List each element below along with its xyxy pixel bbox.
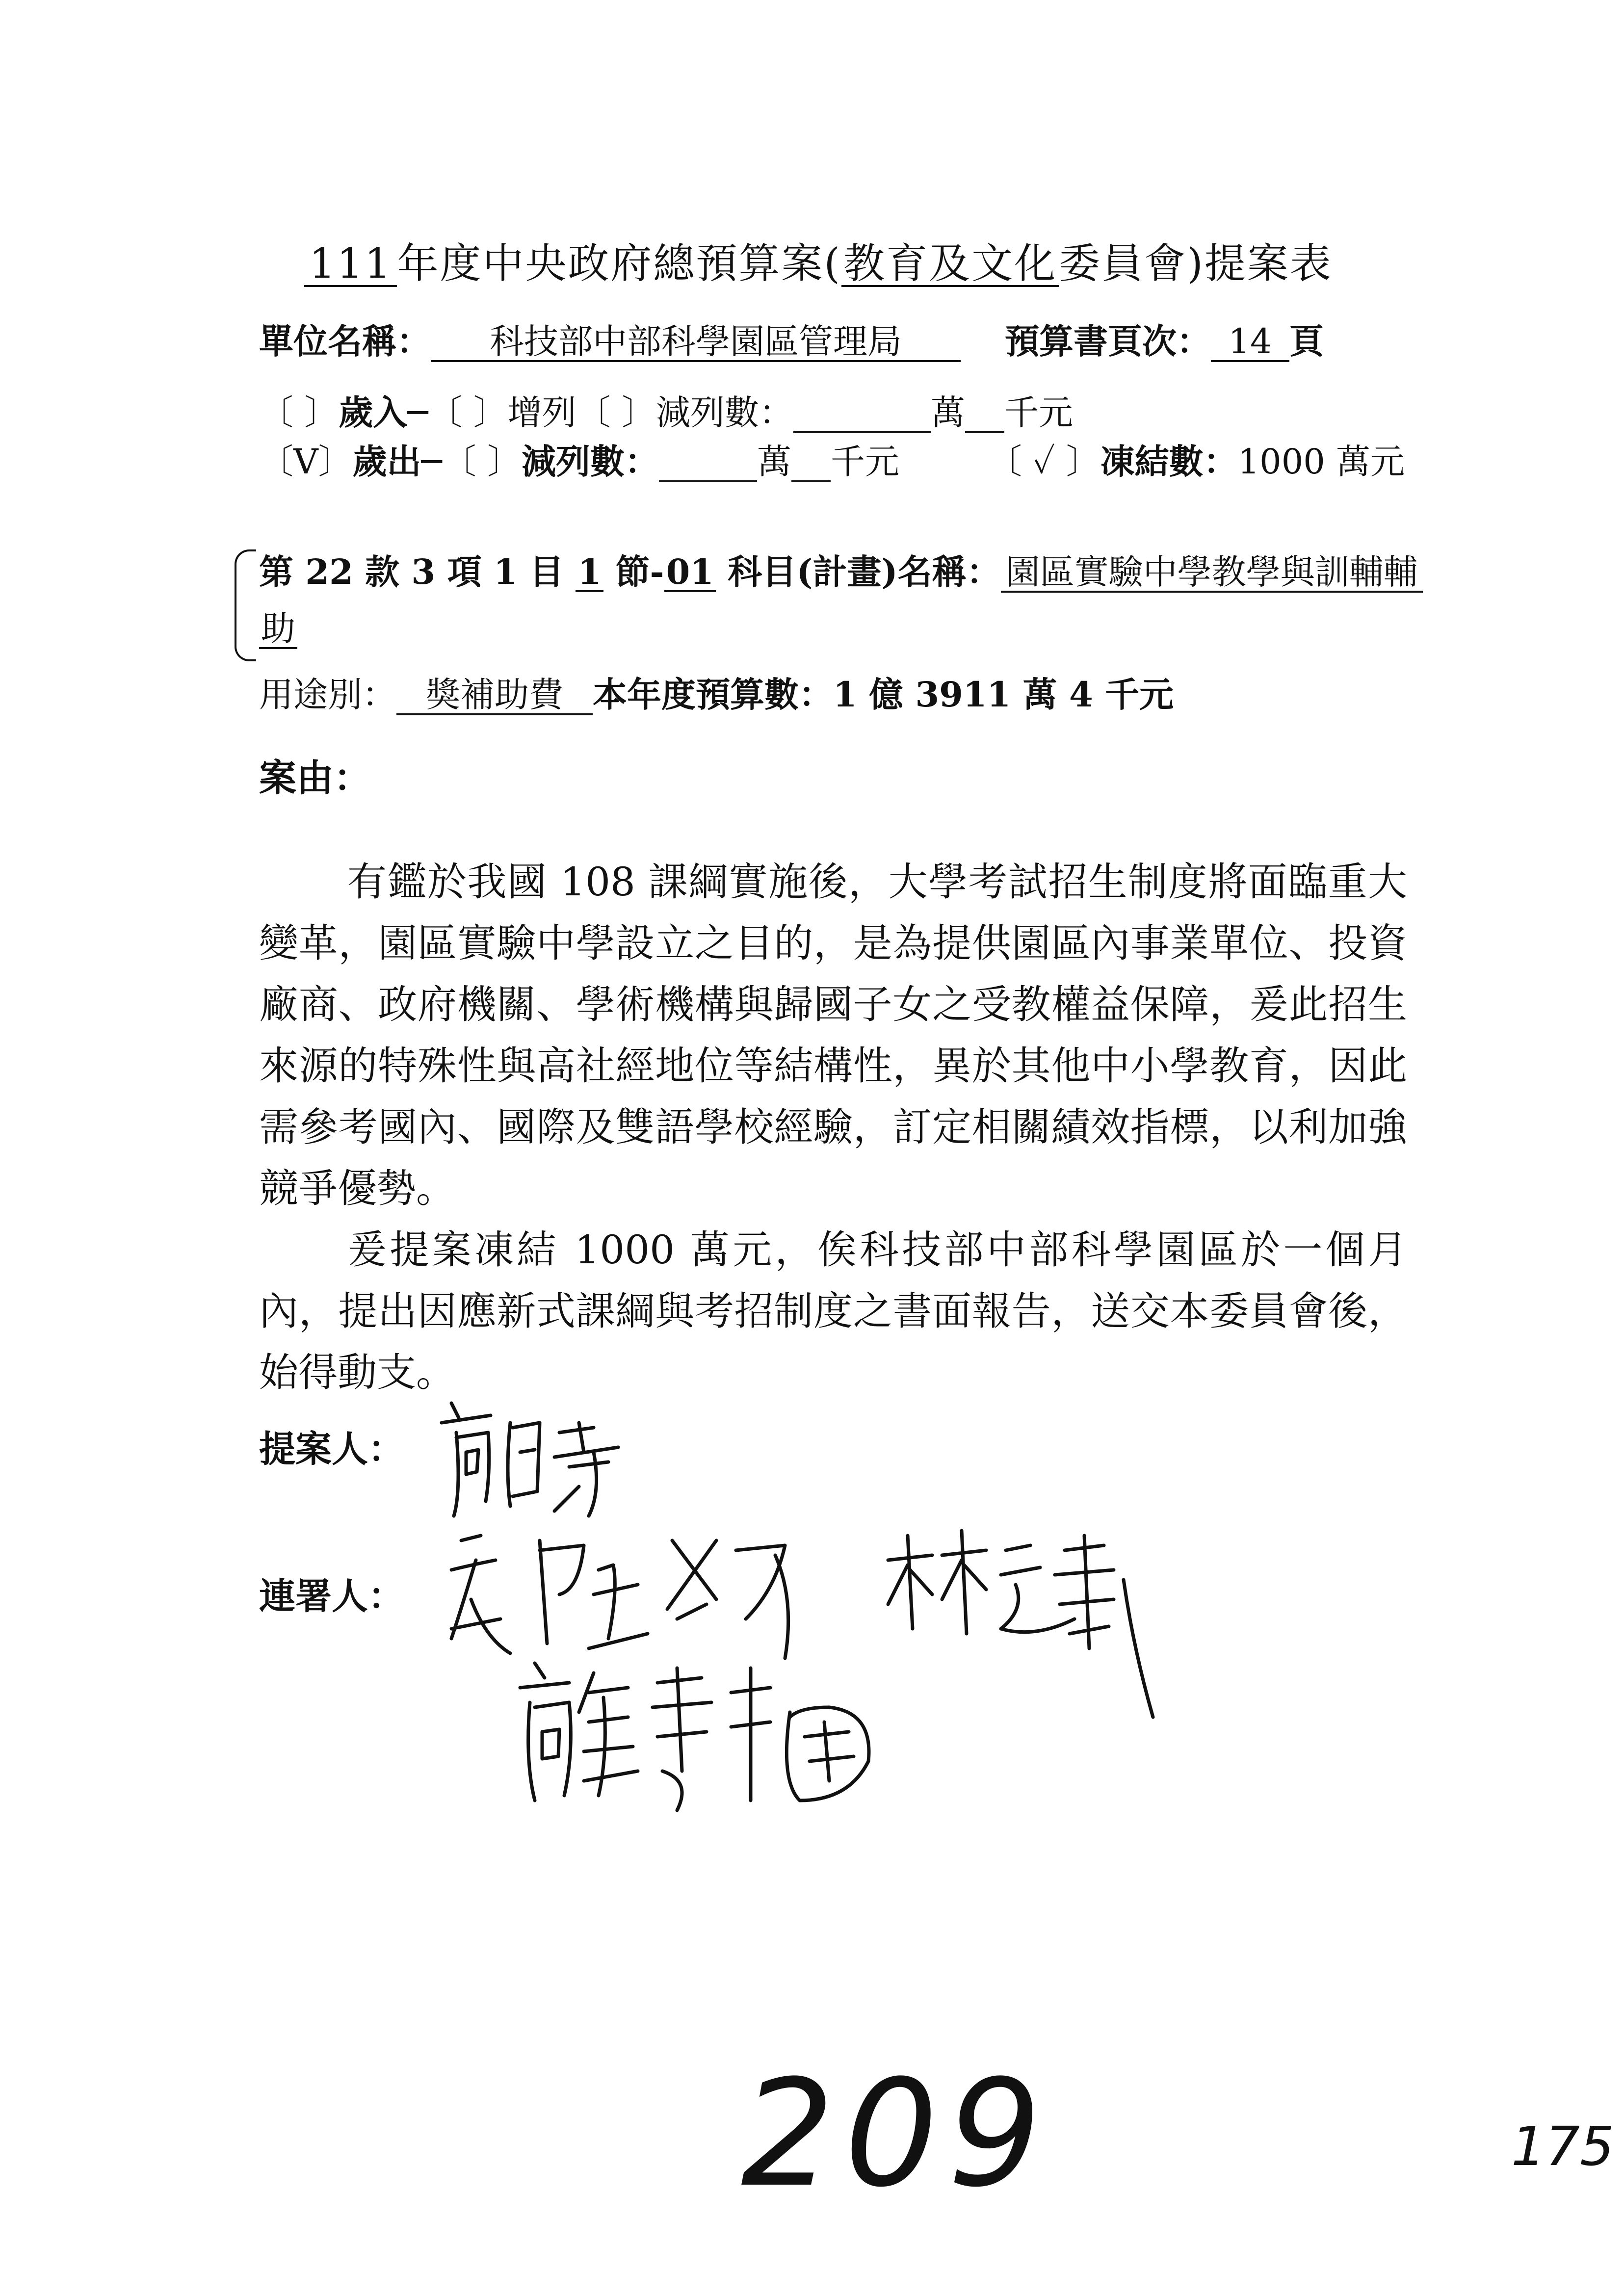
item-prefix: 第 22 款 3 項 1 目 (259, 551, 576, 592)
unit-label: 單位名稱： (259, 321, 431, 362)
item-section-label: 節- (603, 551, 664, 592)
reason-paragraph-2: 爰提案凍結 1000 萬元，俟科技部中部科學園區於一個月內，提出因應新式課綱與考招制度之書面報告，送交本委員會後，始得動支。 (259, 1227, 1407, 1395)
item-row (259, 545, 1423, 594)
expenditure-wan-blank[interactable] (659, 444, 757, 482)
revenue-checkbox[interactable]: 〔 〕 (259, 392, 339, 433)
revenue-add-label: 增列 (507, 392, 576, 433)
budget-value: 1 億 3911 萬 4 千元 (833, 674, 1174, 715)
freeze-label: 凍結數： (1100, 441, 1238, 482)
budget-label: 本年度預算數： (593, 674, 833, 715)
item-section: 1 (576, 554, 603, 592)
revenue-qian-blank[interactable] (965, 395, 1004, 433)
title-year: 111 (304, 242, 397, 287)
page-label: 預算書頁次： (1005, 321, 1211, 362)
freeze-checkbox[interactable]: 〔 ✓ 〕 (987, 442, 1100, 482)
expenditure-row (259, 434, 1405, 484)
revenue-row (259, 385, 1073, 435)
revenue-cut-label: 減列數： (655, 392, 793, 433)
expenditure-wan: 萬 (757, 442, 791, 482)
page-value: 14 (1211, 324, 1289, 362)
use-value: 獎補助費 (396, 677, 593, 715)
use-row (259, 667, 1174, 717)
form-title (304, 231, 1333, 290)
page-number: 209 (741, 2048, 1051, 2219)
item-subject-label: 科目(計畫)名稱： (716, 551, 1001, 592)
title-committee: 教育及文化 (841, 242, 1059, 287)
revenue-add-checkbox[interactable]: 〔 〕 (428, 392, 508, 433)
expenditure-checkbox[interactable]: 〔V〕 (259, 442, 353, 482)
reason-paragraph-1: 有鑑於我國 108 課綱實施後，大學考試招生制度將面臨重大變革，園區實驗中學設立之目的，是為提供園區內事業單位、投資廠商、政府機關、學術機構與歸國子女之受教權益保障，爰此招生來源的特殊性與高社經地位等結構性，異於其他中小學教育，因此需參考國內、國際及雙語學校經驗，訂定相關績效指標，以利加強競爭優勢。 (259, 859, 1407, 1211)
revenue-wan-blank[interactable] (793, 395, 931, 433)
item-name-continued (259, 608, 297, 649)
cosigner-signature-3 (515, 1653, 898, 1820)
item-name-part1: 園區實驗中學教學與訓輔輔 (1001, 554, 1423, 593)
freeze-value: 1000 萬元 (1237, 442, 1405, 482)
revenue-qian-yuan: 千元 (1004, 392, 1073, 433)
cosigner-signature-2 (878, 1521, 1192, 1727)
expenditure-qian-yuan: 千元 (830, 442, 899, 482)
item-subject: 01 (664, 554, 716, 592)
revenue-cut-checkbox[interactable]: 〔 〕 (576, 392, 656, 433)
unit-row (259, 314, 1324, 364)
expenditure-cut-checkbox[interactable]: 〔 〕 (442, 442, 522, 482)
item-bracket (235, 549, 256, 661)
page-suffix: 頁 (1289, 321, 1324, 362)
title-post: 委員會)提案表 (1059, 239, 1333, 287)
use-label: 用途別： (259, 675, 396, 715)
proposer-signature (432, 1393, 657, 1531)
reason-label: 案由： (259, 756, 371, 800)
expenditure-label: 歲出─ (352, 441, 442, 482)
archive-number: 175 (1511, 2115, 1614, 2178)
proposer-label: 提案人： (259, 1428, 404, 1470)
item-name-part2: 助 (259, 611, 297, 649)
unit-value: 科技部中部科學園區管理局 (431, 324, 961, 362)
revenue-wan: 萬 (930, 392, 965, 433)
revenue-label: 歲入─ (339, 392, 428, 433)
expenditure-qian-blank[interactable] (791, 444, 831, 482)
cosigner-label: 連署人： (259, 1575, 404, 1618)
title-pre: 年度中央政府總預算案( (397, 239, 842, 287)
expenditure-cut-label: 減列數： (521, 441, 659, 482)
